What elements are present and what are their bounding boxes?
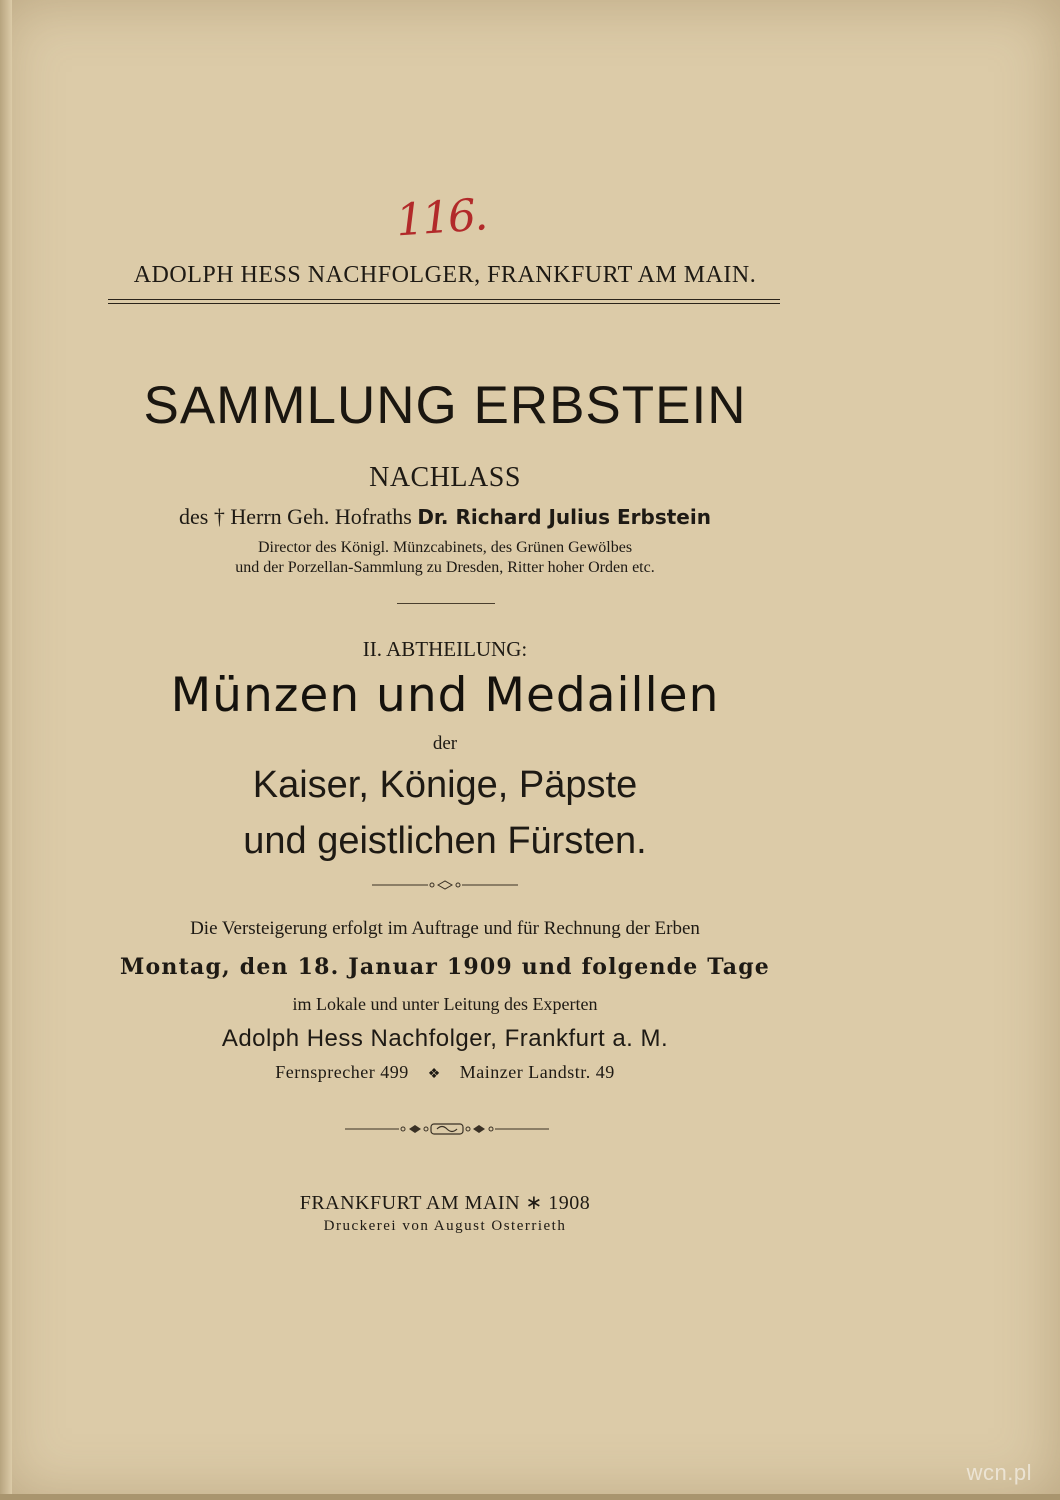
ornament-divider-small	[372, 878, 518, 892]
auction-intro: Die Versteigerung erfolgt im Auftrage und für Rechnung der Erben	[190, 918, 700, 939]
phone-number: Fernsprecher 499	[275, 1062, 409, 1082]
catalog-title: SAMMLUNG ERBSTEIN	[143, 376, 747, 435]
publisher-header: ADOLPH HESS NACHFOLGER, FRANKFURT AM MAIN.	[133, 262, 757, 288]
section-label: II. ABTHEILUNG:	[362, 637, 528, 661]
address: Mainzer Landstr. 49	[459, 1062, 615, 1082]
auction-location-intro: im Lokale und unter Leitung des Experten	[292, 994, 598, 1014]
heading-connector: der	[432, 733, 458, 754]
deceased-name: Dr. Richard Julius Erbstein	[417, 505, 711, 529]
fleuron-separator-icon: ❖	[427, 1067, 441, 1082]
subject-line-2: und geistlichen Fürsten.	[243, 820, 647, 862]
imprint-place-year: FRANKFURT AM MAIN ∗ 1908	[299, 1192, 591, 1214]
watermark: wcn.pl	[966, 1460, 1032, 1485]
double-rule	[108, 299, 780, 304]
deceased-description-line2: und der Porzellan-Sammlung zu Dresden, Ritter hoher Orden etc.	[235, 559, 655, 576]
contact-line	[0, 1062, 890, 1083]
main-heading: Münzen und Medaillen	[170, 668, 720, 723]
auction-date: Montag, den 18. Januar 1909 und folgende Tage	[120, 954, 770, 980]
handwritten-catalog-number: 116.	[394, 189, 488, 247]
page-edge-bottom	[0, 1494, 1060, 1500]
auctioneer-name: Adolph Hess Nachfolger, Frankfurt a. M.	[221, 1025, 669, 1052]
deceased-line	[0, 504, 890, 530]
catalog-subtitle: NACHLASS	[369, 462, 521, 493]
divider-rule	[397, 603, 495, 604]
deceased-description-line1: Director des Königl. Münzcabinets, des Grünen Gewölbes	[257, 539, 633, 556]
ornament-divider-large	[345, 1121, 549, 1137]
deceased-prefix: des † Herrn Geh. Hofraths	[179, 504, 412, 529]
imprint-printer: Druckerei von August Osterrieth	[323, 1218, 567, 1234]
subject-line-1: Kaiser, Könige, Päpste	[252, 764, 638, 806]
